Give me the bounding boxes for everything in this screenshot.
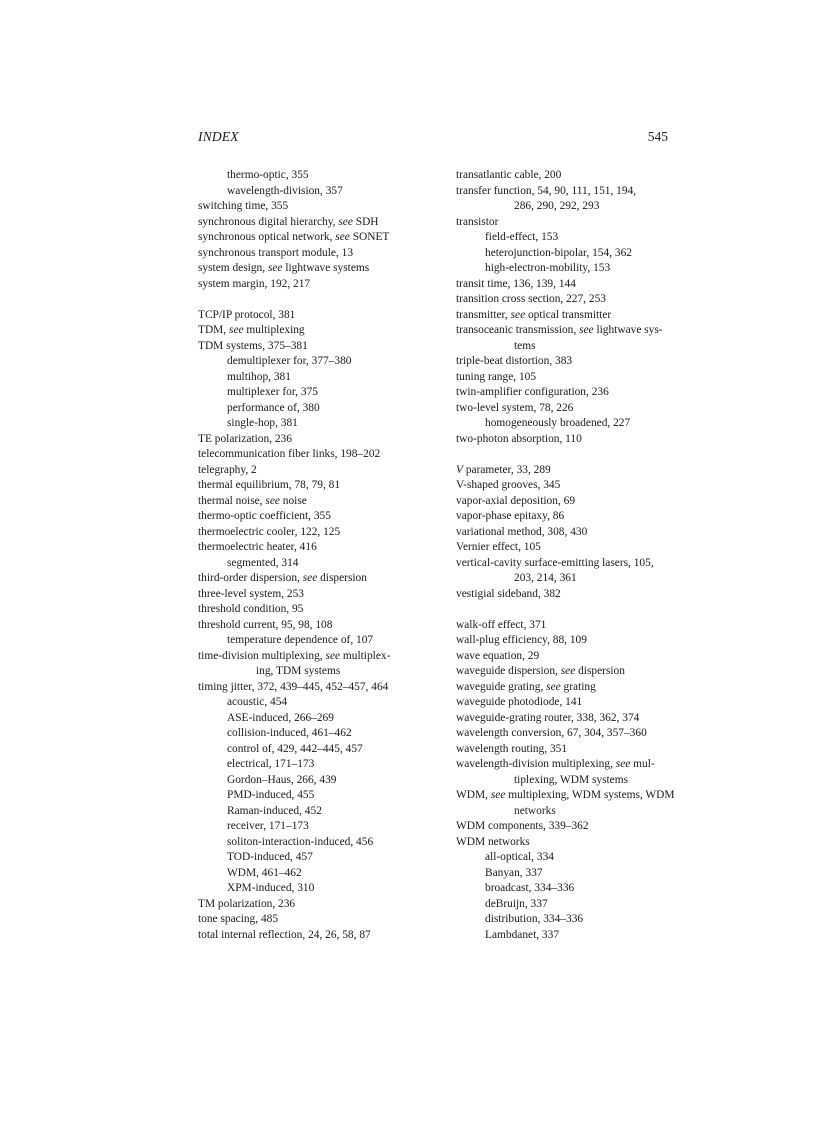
index-entry bbox=[198, 261, 436, 277]
index-entry bbox=[198, 540, 436, 556]
index-entry-text: multiplexer for, 375 bbox=[227, 386, 318, 398]
index-entry bbox=[456, 587, 696, 603]
index-subentry bbox=[198, 401, 436, 417]
index-entry-text: broadcast, 334–336 bbox=[485, 882, 575, 894]
index-entry bbox=[198, 649, 436, 680]
page-number: 545 bbox=[647, 129, 668, 144]
index-entry bbox=[456, 168, 696, 184]
index-entry-text: WDM, 461–462 bbox=[227, 866, 302, 879]
index-entry-text: thermo-optic, 355 bbox=[227, 169, 309, 181]
index-entry bbox=[456, 494, 696, 510]
index-entry-text: wavelength conversion, 67, 304, 357–360 bbox=[456, 727, 647, 739]
index-entry bbox=[456, 401, 696, 417]
index-subentry bbox=[198, 726, 436, 742]
index-entry bbox=[198, 246, 436, 262]
index-entry-text: third-order dispersion, see dispersion bbox=[198, 572, 367, 584]
index-entry-text: ASE-induced, 266–269 bbox=[227, 711, 334, 724]
index-entry bbox=[456, 680, 696, 696]
index-entry-text: vapor-axial deposition, 69 bbox=[456, 494, 576, 507]
index-entry-text: electrical, 171–173 bbox=[227, 758, 315, 770]
index-entry-text: total internal reflection, 24, 26, 58, 87 bbox=[198, 928, 371, 941]
index-entry-continuation: tiplexing, WDM systems bbox=[514, 773, 629, 786]
index-subentry bbox=[198, 850, 436, 866]
index-entry-text: Raman-induced, 452 bbox=[227, 804, 322, 817]
index-column-left bbox=[198, 168, 436, 943]
index-entry-text: two-photon absorption, 110 bbox=[456, 432, 582, 445]
index-subentry bbox=[456, 261, 696, 277]
index-entry bbox=[456, 618, 696, 634]
index-subentry bbox=[198, 633, 436, 649]
index-entry-text: temperature dependence of, 107 bbox=[227, 634, 374, 646]
index-subentry bbox=[198, 757, 436, 773]
index-entry bbox=[456, 370, 696, 386]
index-entry-text: two-level system, 78, 226 bbox=[456, 401, 574, 414]
index-entry bbox=[198, 215, 436, 231]
index-entry-text: transmitter, see optical transmitter bbox=[456, 308, 612, 321]
index-entry bbox=[198, 323, 436, 339]
index-entry bbox=[198, 680, 436, 696]
index-entry bbox=[456, 354, 696, 370]
index-subentry bbox=[198, 168, 436, 184]
index-subentry bbox=[456, 897, 696, 913]
index-entry bbox=[456, 695, 696, 711]
index-entry-text: walk-off effect, 371 bbox=[456, 618, 547, 631]
index-entry bbox=[456, 788, 696, 819]
index-entry-text: synchronous digital hierarchy, see SDH bbox=[198, 215, 379, 228]
index-entry-text: TDM, see multiplexing bbox=[198, 324, 305, 336]
index-entry-text: wavelength-division multiplexing, see mul- bbox=[456, 758, 655, 770]
index-entry-text: transistor bbox=[456, 215, 499, 228]
index-entry-text: vertical-cavity surface-emitting lasers, 105, bbox=[456, 556, 654, 569]
index-subentry bbox=[198, 354, 436, 370]
index-subentry bbox=[456, 881, 696, 897]
index-subentry bbox=[198, 804, 436, 820]
index-entry bbox=[456, 556, 696, 587]
index-entry bbox=[198, 230, 436, 246]
index-subentry bbox=[198, 866, 436, 882]
index-entry bbox=[198, 602, 436, 618]
index-entry-text: deBruijn, 337 bbox=[485, 897, 548, 910]
index-entry-text: system margin, 192, 217 bbox=[198, 277, 311, 290]
index-entry-text: wavelength-division, 357 bbox=[227, 184, 343, 197]
index-subentry bbox=[198, 881, 436, 897]
index-entry bbox=[198, 912, 436, 928]
index-entry-text: XPM-induced, 310 bbox=[227, 882, 315, 894]
index-entry-text: heterojunction-bipolar, 154, 362 bbox=[485, 246, 632, 259]
index-entry bbox=[198, 618, 436, 634]
index-entry-text: PMD-induced, 455 bbox=[227, 789, 315, 801]
index-entry-text: time-division multiplexing, see multiplex- bbox=[198, 649, 391, 662]
index-entry bbox=[456, 478, 696, 494]
index-entry-text: thermal noise, see noise bbox=[198, 494, 307, 507]
index-entry-text: system design, see lightwave systems bbox=[198, 262, 370, 274]
index-entry bbox=[198, 897, 436, 913]
index-entry-text: twin-amplifier configuration, 236 bbox=[456, 386, 609, 398]
index-subentry bbox=[456, 416, 696, 432]
index-entry-text: single-hop, 381 bbox=[227, 417, 298, 429]
index-entry-text: V parameter, 33, 289 bbox=[456, 463, 551, 476]
index-subentry bbox=[198, 835, 436, 851]
index-entry bbox=[456, 215, 696, 231]
index-subentry bbox=[198, 385, 436, 401]
index-entry-text: tuning range, 105 bbox=[456, 370, 537, 383]
index-entry-text: thermoelectric cooler, 122, 125 bbox=[198, 525, 341, 538]
index-entry-text: transfer function, 54, 90, 111, 151, 194, bbox=[456, 184, 637, 197]
index-entry bbox=[456, 835, 696, 851]
index-entry-continuation: networks bbox=[514, 804, 556, 817]
index-subentry bbox=[198, 742, 436, 758]
index-entry bbox=[456, 711, 696, 727]
index-entry-text: multihop, 381 bbox=[227, 370, 291, 383]
index-entry bbox=[456, 323, 696, 354]
index-entry-text: transition cross section, 227, 253 bbox=[456, 293, 606, 305]
index-entry-text: high-electron-mobility, 153 bbox=[485, 262, 611, 274]
index-entry bbox=[198, 277, 436, 293]
index-entry-text: three-level system, 253 bbox=[198, 587, 304, 600]
index-entry-text: V-shaped grooves, 345 bbox=[456, 479, 561, 491]
index-entry-continuation: 286, 290, 292, 293 bbox=[514, 200, 600, 212]
index-entry-text: thermoelectric heater, 416 bbox=[198, 541, 317, 553]
index-entry-text: telecommunication fiber links, 198–202 bbox=[198, 448, 381, 460]
index-entry-text: threshold condition, 95 bbox=[198, 603, 304, 615]
index-entry bbox=[456, 757, 696, 788]
index-entry-text: Lambdanet, 337 bbox=[485, 928, 560, 941]
index-entry bbox=[456, 509, 696, 525]
index-subentry bbox=[198, 711, 436, 727]
index-entry-text: TOD-induced, 457 bbox=[227, 851, 313, 863]
index-entry bbox=[198, 478, 436, 494]
index-entry bbox=[198, 587, 436, 603]
index-entry bbox=[198, 525, 436, 541]
index-entry bbox=[456, 540, 696, 556]
index-entry-text: wave equation, 29 bbox=[456, 649, 540, 662]
index-subentry bbox=[198, 788, 436, 804]
index-subentry bbox=[198, 416, 436, 432]
index-entry-text: waveguide photodiode, 141 bbox=[456, 696, 583, 708]
index-entry bbox=[456, 184, 696, 215]
index-entry bbox=[198, 494, 436, 510]
index-subentry bbox=[198, 819, 436, 835]
index-entry-text: telegraphy, 2 bbox=[198, 463, 257, 476]
index-entry bbox=[456, 726, 696, 742]
index-entry-text: switching time, 355 bbox=[198, 200, 289, 212]
index-subentry bbox=[198, 370, 436, 386]
index-entry bbox=[456, 819, 696, 835]
index-entry-text: variational method, 308, 430 bbox=[456, 525, 588, 538]
index-entry-text: thermo-optic coefficient, 355 bbox=[198, 510, 331, 522]
index-entry-text: receiver, 171–173 bbox=[227, 820, 309, 832]
index-entry-text: segmented, 314 bbox=[227, 556, 299, 569]
index-entry-text: TE polarization, 236 bbox=[198, 432, 292, 445]
index-entry-text: distribution, 334–336 bbox=[485, 913, 584, 925]
index-entry-text: timing jitter, 372, 439–445, 452–457, 464 bbox=[198, 680, 389, 693]
index-entry-text: control of, 429, 442–445, 457 bbox=[227, 742, 363, 755]
index-entry bbox=[456, 385, 696, 401]
index-entry bbox=[456, 463, 696, 479]
index-column-right bbox=[456, 168, 696, 943]
index-entry-text: WDM networks bbox=[456, 835, 530, 848]
index-entry bbox=[198, 509, 436, 525]
index-entry-text: transit time, 136, 139, 144 bbox=[456, 277, 576, 290]
index-subentry bbox=[198, 695, 436, 711]
index-subentry bbox=[456, 928, 696, 944]
index-entry bbox=[198, 432, 436, 448]
index-entry bbox=[198, 571, 436, 587]
index-entry bbox=[456, 432, 696, 448]
running-head-title: INDEX bbox=[198, 129, 239, 144]
index-entry bbox=[456, 277, 696, 293]
index-entry-text: tone spacing, 485 bbox=[198, 913, 279, 925]
index-entry bbox=[198, 447, 436, 463]
index-entry-text: TM polarization, 236 bbox=[198, 897, 296, 910]
index-entry-text: waveguide-grating router, 338, 362, 374 bbox=[456, 711, 640, 724]
index-entry bbox=[456, 649, 696, 665]
index-entry bbox=[198, 308, 436, 324]
index-entry bbox=[198, 928, 436, 944]
index-subentry bbox=[456, 230, 696, 246]
index-entry-text: waveguide grating, see grating bbox=[456, 680, 596, 693]
index-entry bbox=[456, 292, 696, 308]
index-entry-text: demultiplexer for, 377–380 bbox=[227, 355, 352, 367]
index-entry-text: WDM, see multiplexing, WDM systems, WDM bbox=[456, 789, 675, 801]
index-entry-text: transatlantic cable, 200 bbox=[456, 169, 562, 181]
index-entry-text: vestigial sideband, 382 bbox=[456, 587, 561, 600]
index-entry bbox=[456, 664, 696, 680]
index-entry-text: synchronous optical network, see SONET bbox=[198, 231, 390, 243]
index-subentry bbox=[456, 850, 696, 866]
index-entry-text: all-optical, 334 bbox=[485, 851, 554, 863]
index-entry-text: Gordon–Haus, 266, 439 bbox=[227, 773, 337, 786]
index-entry-text: Vernier effect, 105 bbox=[456, 541, 541, 553]
index-entry bbox=[456, 308, 696, 324]
index-entry bbox=[198, 339, 436, 355]
index-entry-text: soliton-interaction-induced, 456 bbox=[227, 835, 374, 848]
index-entry bbox=[456, 633, 696, 649]
index-subentry bbox=[456, 246, 696, 262]
index-entry-text: vapor-phase epitaxy, 86 bbox=[456, 510, 565, 522]
index-entry bbox=[198, 463, 436, 479]
index-entry-text: triple-beat distortion, 383 bbox=[456, 355, 573, 367]
index-entry-text: homogeneously broadened, 227 bbox=[485, 417, 631, 429]
index-entry-continuation: tems bbox=[514, 339, 536, 352]
index-subentry bbox=[198, 184, 436, 200]
index-entry-text: synchronous transport module, 13 bbox=[198, 246, 354, 259]
index-entry-text: collision-induced, 461–462 bbox=[227, 727, 352, 739]
index-subentry bbox=[456, 866, 696, 882]
index-entry-text: Banyan, 337 bbox=[485, 866, 543, 879]
index-entry-text: acoustic, 454 bbox=[227, 696, 288, 708]
index-entry-text: WDM components, 339–362 bbox=[456, 820, 589, 832]
index-entry-continuation: 203, 214, 361 bbox=[514, 572, 577, 584]
index-entry-text: waveguide dispersion, see dispersion bbox=[456, 665, 625, 677]
index-subentry bbox=[198, 773, 436, 789]
index-entry-text: thermal equilibrium, 78, 79, 81 bbox=[198, 479, 341, 491]
index-entry-text: threshold current, 95, 98, 108 bbox=[198, 618, 333, 631]
index-entry-text: wavelength routing, 351 bbox=[456, 742, 568, 755]
index-entry-text: performance of, 380 bbox=[227, 401, 320, 414]
index-entry bbox=[456, 742, 696, 758]
index-entry-text: field-effect, 153 bbox=[485, 231, 559, 243]
index-subentry bbox=[456, 912, 696, 928]
index-entry-text: TDM systems, 375–381 bbox=[198, 339, 308, 352]
index-entry bbox=[456, 525, 696, 541]
index-entry-text: TCP/IP protocol, 381 bbox=[198, 308, 296, 321]
index-entry-text: transoceanic transmission, see lightwave sys- bbox=[456, 324, 663, 336]
index-entry-continuation: ing, TDM systems bbox=[256, 665, 341, 677]
index-entry bbox=[198, 199, 436, 215]
index-subentry bbox=[198, 556, 436, 572]
index-entry-text: wall-plug efficiency, 88, 109 bbox=[456, 634, 587, 646]
